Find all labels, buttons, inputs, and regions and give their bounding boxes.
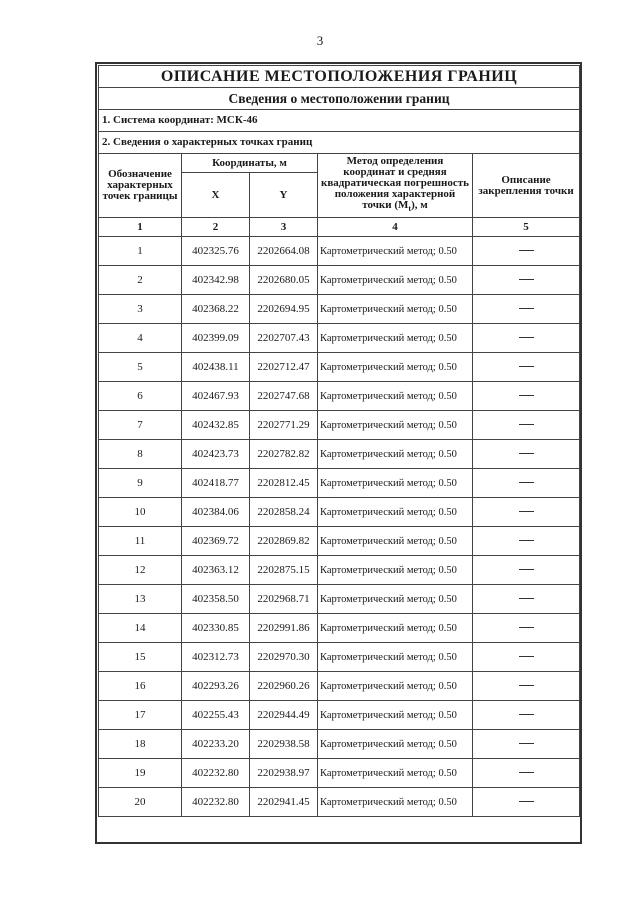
dash-mark (519, 772, 534, 773)
y-coordinate-cell: 2202875.15 (250, 556, 318, 585)
point-number-cell: 14 (99, 614, 182, 643)
fixing-description-cell (473, 324, 580, 353)
header-method-text: Метод определения координат и средняя квадратическая погрешность положения характерной точки (M (321, 155, 469, 212)
y-coordinate-cell: 2202782.82 (250, 440, 318, 469)
column-number: 5 (473, 218, 580, 237)
y-coordinate-cell: 2202680.05 (250, 266, 318, 295)
table-row (99, 382, 580, 411)
point-number-cell: 20 (99, 788, 182, 817)
dash-mark (519, 424, 534, 425)
fixing-description-cell (473, 440, 580, 469)
y-coordinate-cell: 2202938.97 (250, 759, 318, 788)
table-row (99, 614, 580, 643)
y-coordinate-cell: 2202968.71 (250, 585, 318, 614)
x-coordinate-cell: 402423.73 (182, 440, 250, 469)
table-row (99, 411, 580, 440)
point-number-cell: 6 (99, 382, 182, 411)
y-coordinate-cell: 2202960.26 (250, 672, 318, 701)
table-row (99, 701, 580, 730)
table-row (99, 440, 580, 469)
method-cell: Картометрический метод; 0.50 (318, 788, 473, 817)
method-cell: Картометрический метод; 0.50 (318, 498, 473, 527)
dash-mark (519, 569, 534, 570)
method-cell: Картометрический метод; 0.50 (318, 701, 473, 730)
y-coordinate-cell: 2202991.86 (250, 614, 318, 643)
x-coordinate-cell: 402432.85 (182, 411, 250, 440)
y-coordinate-cell: 2202858.24 (250, 498, 318, 527)
x-coordinate-cell: 402312.73 (182, 643, 250, 672)
table-row (99, 527, 580, 556)
table-row (99, 237, 580, 266)
dash-mark (519, 279, 534, 280)
fixing-description-cell (473, 411, 580, 440)
column-number: 3 (250, 218, 318, 237)
fixing-description-cell (473, 237, 580, 266)
x-coordinate-cell: 402384.06 (182, 498, 250, 527)
table-row (99, 730, 580, 759)
point-number-cell: 7 (99, 411, 182, 440)
y-coordinate-cell: 2202812.45 (250, 469, 318, 498)
method-cell: Картометрический метод; 0.50 (318, 440, 473, 469)
dash-mark (519, 337, 534, 338)
header-method-sub: t (408, 204, 412, 214)
method-cell: Картометрический метод; 0.50 (318, 353, 473, 382)
method-cell: Картометрический метод; 0.50 (318, 730, 473, 759)
x-coordinate-cell: 402325.76 (182, 237, 250, 266)
table-row (99, 324, 580, 353)
dash-mark (519, 801, 534, 802)
method-cell: Картометрический метод; 0.50 (318, 527, 473, 556)
x-coordinate-cell: 402399.09 (182, 324, 250, 353)
fixing-description-cell (473, 353, 580, 382)
method-cell: Картометрический метод; 0.50 (318, 643, 473, 672)
point-number-cell: 16 (99, 672, 182, 701)
y-coordinate-cell: 2202970.30 (250, 643, 318, 672)
fixing-description-cell (473, 469, 580, 498)
point-number-cell: 10 (99, 498, 182, 527)
table-row (99, 556, 580, 585)
point-number-cell: 3 (99, 295, 182, 324)
header-y: Y (250, 173, 318, 218)
dash-mark (519, 395, 534, 396)
table-row (99, 469, 580, 498)
point-number-cell: 12 (99, 556, 182, 585)
point-number-cell: 4 (99, 324, 182, 353)
fixing-description-cell (473, 382, 580, 411)
y-coordinate-cell: 2202747.68 (250, 382, 318, 411)
point-number-cell: 5 (99, 353, 182, 382)
x-coordinate-cell: 402368.22 (182, 295, 250, 324)
column-number: 2 (182, 218, 250, 237)
y-coordinate-cell: 2202941.45 (250, 788, 318, 817)
x-coordinate-cell: 402330.85 (182, 614, 250, 643)
fixing-description-cell (473, 759, 580, 788)
fixing-description-cell (473, 730, 580, 759)
points-section-label: 2. Сведения о характерных точках границ (99, 132, 580, 154)
dash-mark (519, 598, 534, 599)
y-coordinate-cell: 2202869.82 (250, 527, 318, 556)
point-number-cell: 18 (99, 730, 182, 759)
table-row (99, 266, 580, 295)
method-cell: Картометрический метод; 0.50 (318, 759, 473, 788)
fixing-description-cell (473, 295, 580, 324)
table-row (99, 672, 580, 701)
document-subtitle: Сведения о местоположении границ (99, 88, 580, 110)
dash-mark (519, 540, 534, 541)
table-row (99, 643, 580, 672)
dash-mark (519, 511, 534, 512)
dash-mark (519, 308, 534, 309)
method-cell: Картометрический метод; 0.50 (318, 585, 473, 614)
header-coordinates: Координаты, м (182, 154, 318, 173)
fixing-description-cell (473, 614, 580, 643)
boundary-points-table (98, 65, 580, 817)
header-description: Описание закрепления точки (473, 154, 580, 218)
y-coordinate-cell: 2202771.29 (250, 411, 318, 440)
page-number: 3 (316, 33, 324, 48)
point-number-cell: 2 (99, 266, 182, 295)
x-coordinate-cell: 402369.72 (182, 527, 250, 556)
method-cell: Картометрический метод; 0.50 (318, 672, 473, 701)
y-coordinate-cell: 2202712.47 (250, 353, 318, 382)
fixing-description-cell (473, 701, 580, 730)
fixing-description-cell (473, 556, 580, 585)
dash-mark (519, 714, 534, 715)
y-coordinate-cell: 2202938.58 (250, 730, 318, 759)
fixing-description-cell (473, 527, 580, 556)
dash-mark (519, 453, 534, 454)
dash-mark (519, 627, 534, 628)
method-cell: Картометрический метод; 0.50 (318, 324, 473, 353)
point-number-cell: 9 (99, 469, 182, 498)
fixing-description-cell (473, 643, 580, 672)
y-coordinate-cell: 2202944.49 (250, 701, 318, 730)
table-row (99, 585, 580, 614)
dash-mark (519, 656, 534, 657)
fixing-description-cell (473, 672, 580, 701)
method-cell: Картометрический метод; 0.50 (318, 411, 473, 440)
x-coordinate-cell: 402438.11 (182, 353, 250, 382)
x-coordinate-cell: 402293.26 (182, 672, 250, 701)
method-cell: Картометрический метод; 0.50 (318, 295, 473, 324)
column-number: 1 (99, 218, 182, 237)
point-number-cell: 15 (99, 643, 182, 672)
x-coordinate-cell: 402467.93 (182, 382, 250, 411)
fixing-description-cell (473, 498, 580, 527)
point-number-cell: 8 (99, 440, 182, 469)
dash-mark (519, 366, 534, 367)
point-number-cell: 13 (99, 585, 182, 614)
y-coordinate-cell: 2202664.08 (250, 237, 318, 266)
x-coordinate-cell: 402342.98 (182, 266, 250, 295)
method-cell: Картометрический метод; 0.50 (318, 382, 473, 411)
table-row (99, 353, 580, 382)
header-method-tail: ), м (411, 199, 428, 212)
y-coordinate-cell: 2202707.43 (250, 324, 318, 353)
fixing-description-cell (473, 266, 580, 295)
point-number-cell: 17 (99, 701, 182, 730)
fixing-description-cell (473, 788, 580, 817)
table-row (99, 295, 580, 324)
method-cell: Картометрический метод; 0.50 (318, 266, 473, 295)
point-number-cell: 19 (99, 759, 182, 788)
table-row (99, 788, 580, 817)
header-x: X (182, 173, 250, 218)
x-coordinate-cell: 402255.43 (182, 701, 250, 730)
x-coordinate-cell: 402358.50 (182, 585, 250, 614)
method-cell: Картометрический метод; 0.50 (318, 556, 473, 585)
document-title: ОПИСАНИЕ МЕСТОПОЛОЖЕНИЯ ГРАНИЦ (99, 66, 580, 88)
coordinate-system-label: 1. Система координат: МСК-46 (99, 110, 580, 132)
y-coordinate-cell: 2202694.95 (250, 295, 318, 324)
boundary-description-frame (95, 62, 582, 844)
header-designation: Обозначение характерных точек границы (99, 154, 182, 218)
x-coordinate-cell: 402418.77 (182, 469, 250, 498)
column-number: 4 (318, 218, 473, 237)
x-coordinate-cell: 402363.12 (182, 556, 250, 585)
fixing-description-cell (473, 585, 580, 614)
x-coordinate-cell: 402233.20 (182, 730, 250, 759)
x-coordinate-cell: 402232.80 (182, 759, 250, 788)
table-row (99, 498, 580, 527)
point-number-cell: 1 (99, 237, 182, 266)
x-coordinate-cell: 402232.80 (182, 788, 250, 817)
method-cell: Картометрический метод; 0.50 (318, 469, 473, 498)
dash-mark (519, 685, 534, 686)
header-method (318, 154, 473, 218)
dash-mark (519, 250, 534, 251)
method-cell: Картометрический метод; 0.50 (318, 614, 473, 643)
table-row (99, 759, 580, 788)
point-number-cell: 11 (99, 527, 182, 556)
dash-mark (519, 743, 534, 744)
dash-mark (519, 482, 534, 483)
method-cell: Картометрический метод; 0.50 (318, 237, 473, 266)
